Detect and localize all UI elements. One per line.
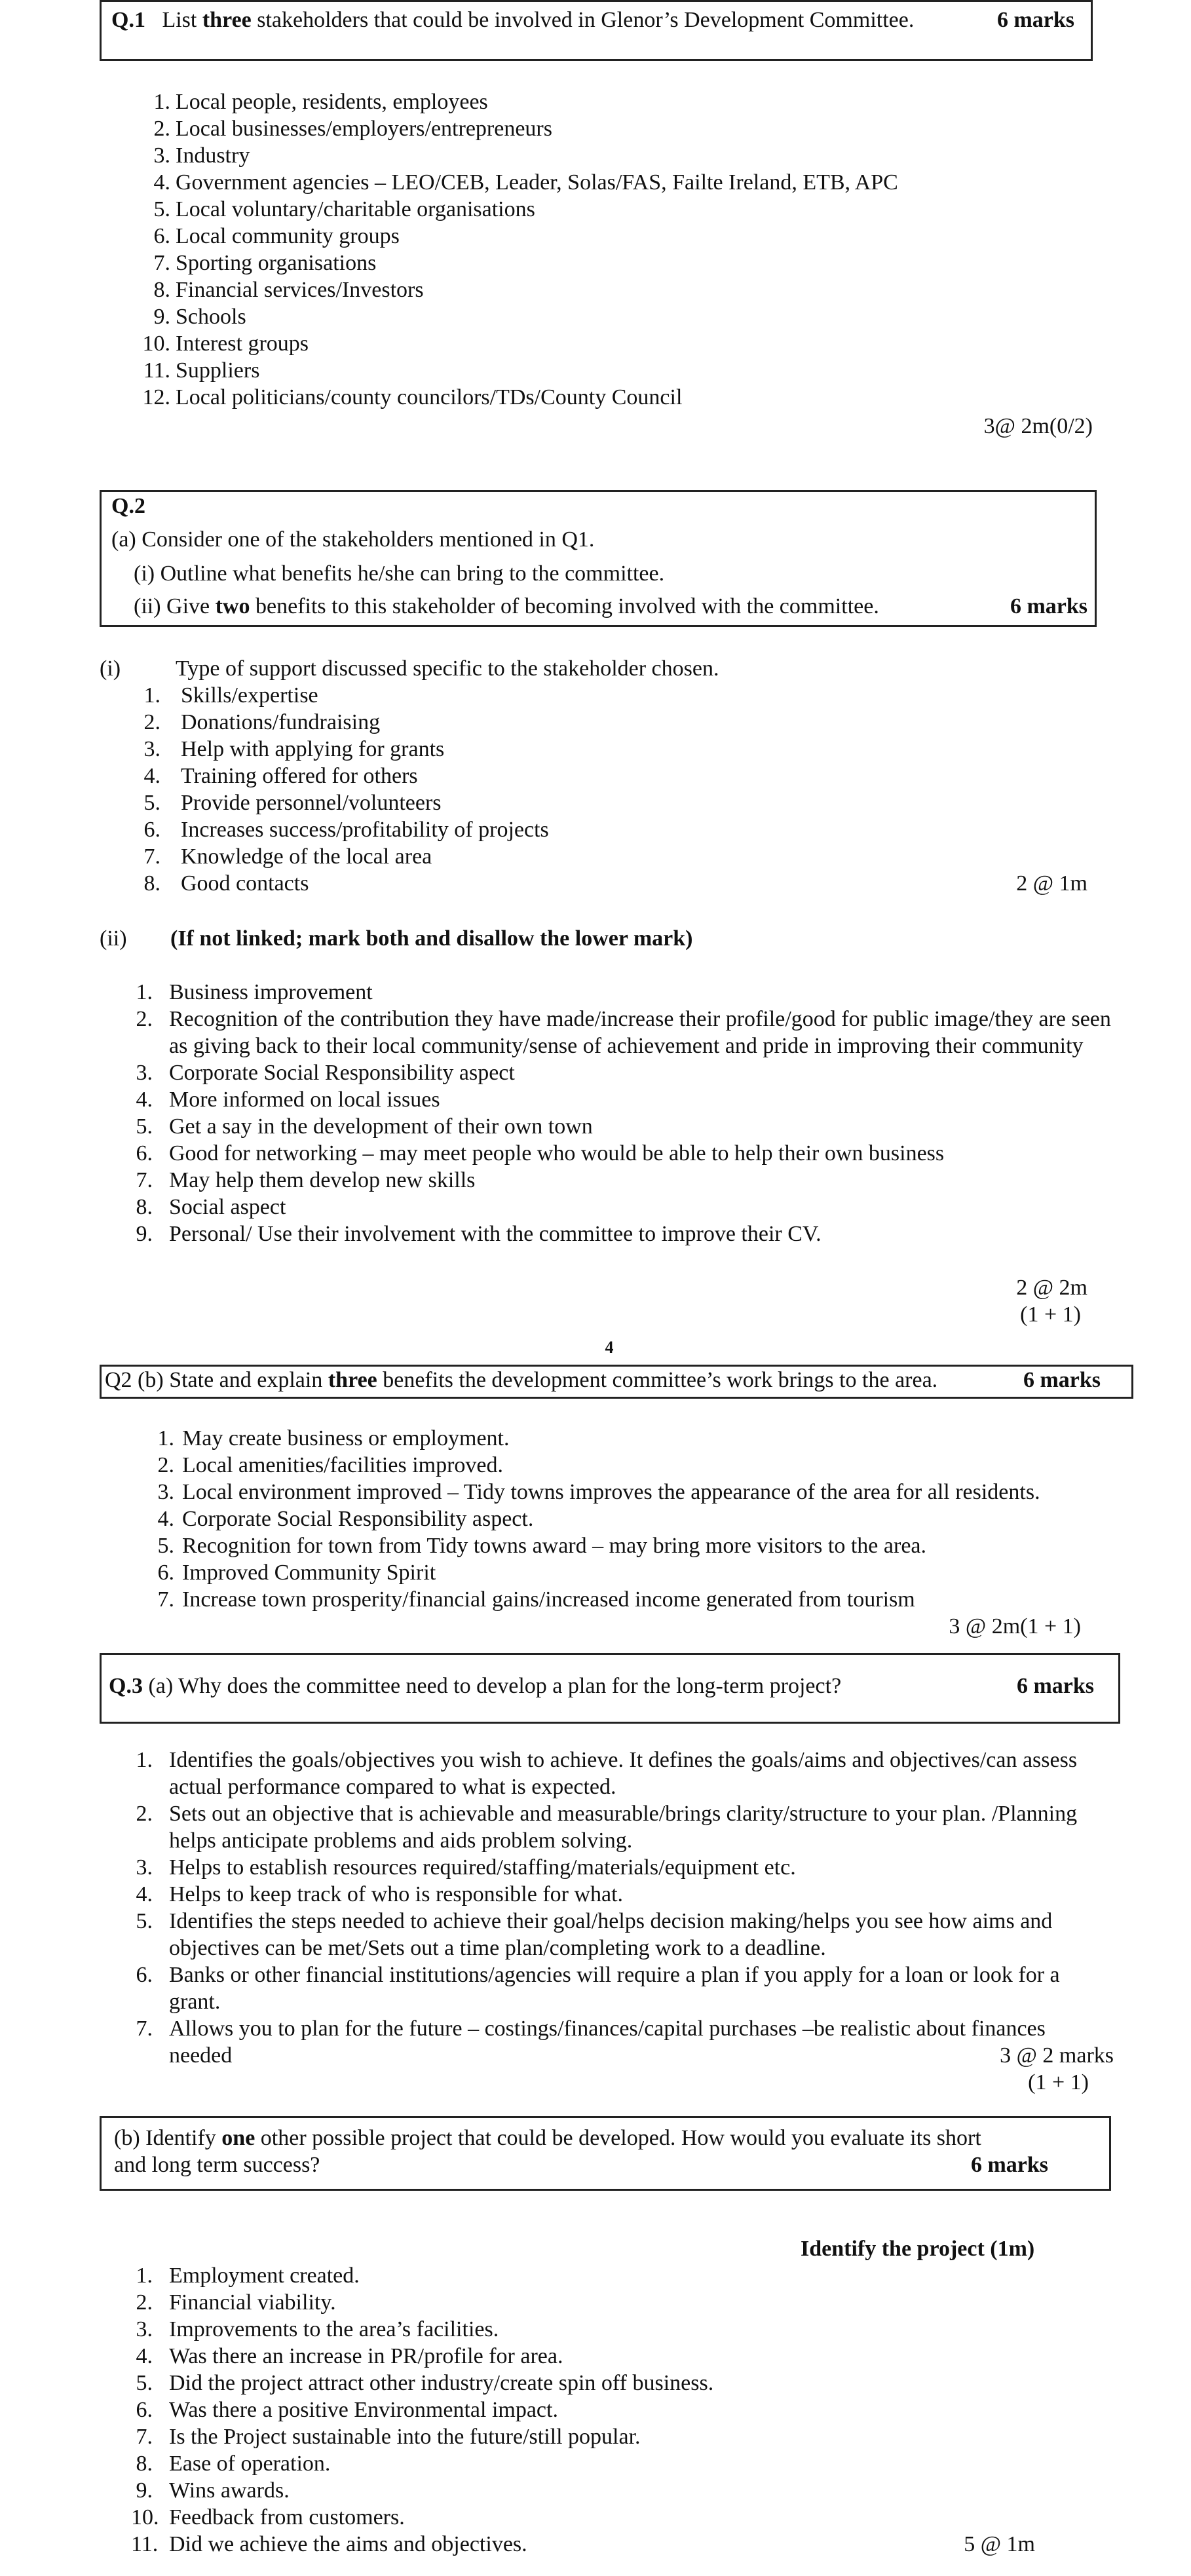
- list-item-text: Increase town prosperity/financial gains/increased income generated from tourism: [182, 1587, 915, 1612]
- q1-scheme: 3@ 2m(0/2): [983, 414, 1093, 438]
- list-item-text: Financial viability.: [169, 2290, 336, 2315]
- list-item-text: Is the Project sustainable into the future/still popular.: [169, 2425, 641, 2449]
- list-item-number: 2.: [136, 1802, 153, 1826]
- list-item-text: Sporting organisations: [176, 251, 377, 275]
- list-item-text: Good contacts: [181, 871, 309, 896]
- list-item: [138, 169, 1120, 196]
- list-item-text: Skills/expertise: [181, 683, 318, 708]
- list-item: [149, 1479, 1132, 1506]
- list-item: [138, 223, 1120, 250]
- list-item-number: 2.: [143, 710, 161, 734]
- list-item: [149, 1452, 1132, 1479]
- list-item: [131, 2423, 1114, 2450]
- list-item-number: 2.: [157, 1453, 174, 1477]
- list-item: [131, 2504, 1114, 2531]
- list-item-text: Local people, residents, employees: [176, 90, 488, 114]
- list-item-text: Recognition for town from Tidy towns award – may bring more visitors to the area.: [182, 1534, 926, 1558]
- q2b-scheme: 3 @ 2m(1 + 1): [949, 1614, 1081, 1638]
- list-item-text: Government agencies – LEO/CEB, Leader, Solas/FAS, Failte Ireland, ETB, APC: [176, 170, 898, 195]
- list-item: [138, 142, 1120, 169]
- list-item-text: More informed on local issues: [169, 1088, 440, 1112]
- list-item-text: Knowledge of the local area: [181, 844, 432, 869]
- list-item-number: 6.: [136, 2398, 153, 2422]
- list-item-number: 12.: [142, 385, 170, 409]
- list-item-number: 8.: [136, 2452, 153, 2476]
- list-item-number: 1.: [157, 1426, 174, 1450]
- q3b-question-line2: and long term success?: [114, 2153, 320, 2177]
- list-item-text: Local politicians/county councilors/TDs/County Council: [176, 385, 683, 409]
- list-item-number: 7.: [136, 2425, 153, 2449]
- list-item: [131, 2289, 1114, 2316]
- list-item-text: Increases success/profitability of projects: [181, 818, 549, 842]
- list-item: [138, 736, 989, 763]
- list-item-text: Helps to establish resources required/staffing/materials/equipment etc.: [169, 1855, 796, 1880]
- list-item: [138, 303, 1120, 330]
- list-item: [138, 816, 989, 843]
- list-item: [131, 1961, 1114, 2015]
- list-item-text: Industry: [176, 143, 250, 168]
- q3a-marks: 6 marks: [1016, 1674, 1094, 1698]
- list-item-number: 1.: [153, 90, 170, 114]
- list-item-number: 4.: [136, 2344, 153, 2368]
- list-item: [131, 1140, 1114, 1167]
- list-item-number: 2.: [136, 1007, 153, 1031]
- list-item: [131, 2450, 1114, 2477]
- q3a-scheme-split: (1 + 1): [1028, 2070, 1089, 2094]
- list-item-number: 6.: [153, 224, 170, 248]
- q3b-scheme: 5 @ 1m: [964, 2532, 1035, 2556]
- q3a-question: Q.3 (a) Why does the committee need to develop a plan for the long-term project?: [109, 1674, 842, 1698]
- list-item-text: Allows you to plan for the future – costings/finances/capital purchases –be realistic about finances needed: [169, 2017, 1046, 2068]
- list-item-number: 5.: [153, 197, 170, 221]
- list-item-text: Identifies the goals/objectives you wish to achieve. It defines the goals/aims and objectives/can assess actual performance compared to what is expected.: [169, 1748, 1078, 1799]
- list-item: [138, 276, 1120, 303]
- list-item: [131, 1086, 1114, 1113]
- list-item: [138, 196, 1120, 223]
- list-item-number: 5.: [157, 1534, 174, 1558]
- q3b-marks: 6 marks: [970, 2153, 1048, 2177]
- list-item-text: May create business or employment.: [182, 1426, 510, 1450]
- list-item-number: 8.: [153, 278, 170, 302]
- list-item-text: Feedback from customers.: [169, 2505, 405, 2529]
- list-item-text: Local environment improved – Tidy towns improves the appearance of the area for all residents.: [182, 1480, 1040, 1504]
- list-item-text: Social aspect: [169, 1195, 286, 1219]
- list-item-number: 2.: [136, 2290, 153, 2315]
- list-item-number: 7.: [136, 1168, 153, 1192]
- list-item: [131, 1800, 1114, 1854]
- list-item-number: 3.: [136, 2317, 153, 2341]
- q3b-answer-list: [131, 2262, 1114, 2558]
- list-item-text: Personal/ Use their involvement with the committee to improve their CV.: [169, 1222, 822, 1246]
- list-item-text: Get a say in the development of their own town: [169, 1114, 593, 1139]
- list-item: [131, 979, 1114, 1006]
- list-item-text: Improvements to the area’s facilities.: [169, 2317, 499, 2341]
- q2-part-a-i: (i) Outline what benefits he/she can bring to the committee.: [134, 561, 665, 586]
- list-item-number: 3.: [136, 1855, 153, 1880]
- list-item: [131, 2343, 1114, 2370]
- q2-part-i-label: (i): [100, 656, 121, 681]
- list-item: [131, 1006, 1114, 1059]
- list-item-number: 3.: [136, 1061, 153, 1085]
- list-item-text: Wins awards.: [169, 2478, 290, 2503]
- list-item-number: 9.: [136, 2478, 153, 2503]
- list-item-text: Local community groups: [176, 224, 400, 248]
- list-item-text: Corporate Social Responsibility aspect: [169, 1061, 515, 1085]
- list-item: [138, 88, 1120, 115]
- q2-part-ii-scheme-split: (1 + 1): [1020, 1302, 1081, 1327]
- list-item-number: 1.: [136, 980, 153, 1004]
- list-item-number: 1.: [136, 1748, 153, 1772]
- list-item-number: 7.: [143, 844, 161, 869]
- q2b-answer-list: [149, 1425, 1132, 1613]
- list-item: [131, 2262, 1114, 2289]
- list-item: [149, 1586, 1132, 1613]
- list-item: [138, 682, 989, 709]
- list-item-text: Sets out an objective that is achievable and measurable/brings clarity/structure to your plan. /Planning helps anticipate problems and aids problem solving.: [169, 1802, 1078, 1853]
- q1-marks: 6 marks: [996, 8, 1074, 32]
- list-item: [138, 843, 989, 870]
- list-item-number: 6.: [157, 1561, 174, 1585]
- q2-part-a: (a) Consider one of the stakeholders mentioned in Q1.: [111, 527, 595, 552]
- list-item-number: 4.: [136, 1882, 153, 1906]
- list-item-number: 6.: [136, 1963, 153, 1987]
- list-item: [131, 2370, 1114, 2396]
- list-item-number: 5.: [143, 791, 161, 815]
- q3-number: Q.3: [109, 1674, 143, 1698]
- list-item-number: 6.: [136, 1141, 153, 1165]
- list-item-text: May help them develop new skills: [169, 1168, 476, 1192]
- list-item-text: Ease of operation.: [169, 2452, 331, 2476]
- list-item: [138, 330, 1120, 357]
- q3b-identify-note: Identify the project (1m): [801, 2237, 1035, 2261]
- list-item: [149, 1532, 1132, 1559]
- list-item-number: 3.: [153, 143, 170, 168]
- list-item-text: Training offered for others: [181, 764, 418, 788]
- q1-number: Q.1: [111, 8, 145, 32]
- list-item: [149, 1425, 1132, 1452]
- list-item-number: 4.: [157, 1507, 174, 1531]
- q2-part-ii-list: [131, 979, 1114, 1247]
- list-item-number: 8.: [143, 871, 161, 896]
- list-item-number: 8.: [136, 1195, 153, 1219]
- list-item: [138, 789, 989, 816]
- list-item-text: Helps to keep track of who is responsible for what.: [169, 1882, 624, 1906]
- list-item-text: Corporate Social Responsibility aspect.: [182, 1507, 534, 1531]
- list-item-number: 4.: [136, 1088, 153, 1112]
- list-item: [131, 1747, 1114, 1800]
- list-item-text: Local businesses/employers/entrepreneurs: [176, 117, 552, 141]
- list-item-number: 9.: [136, 1222, 153, 1246]
- list-item-number: 10.: [142, 331, 170, 356]
- list-item-number: 7.: [157, 1587, 174, 1612]
- list-item: [131, 1908, 1114, 1961]
- list-item-text: Provide personnel/volunteers: [181, 791, 442, 815]
- list-item-number: 11.: [143, 358, 170, 383]
- list-item: [131, 1854, 1114, 1881]
- page-number: 4: [605, 1338, 614, 1357]
- list-item: [138, 115, 1120, 142]
- q2-part-ii-scheme: 2 @ 2m: [1016, 1276, 1087, 1300]
- list-item-number: 11.: [131, 2532, 159, 2556]
- list-item-text: Interest groups: [176, 331, 309, 356]
- list-item: [131, 2477, 1114, 2504]
- list-item-number: 7.: [153, 251, 170, 275]
- q2-marks: 6 marks: [1010, 594, 1087, 618]
- q2-part-ii-text: (If not linked; mark both and disallow the lower mark): [170, 926, 693, 951]
- list-item-number: 3.: [143, 737, 161, 761]
- list-item-number: 2.: [153, 117, 170, 141]
- list-item: [138, 763, 989, 789]
- list-item: [149, 1506, 1132, 1532]
- list-item: [138, 709, 989, 736]
- q2-part-i-list: [138, 682, 989, 897]
- list-item-text: Financial services/Investors: [176, 278, 424, 302]
- q1-question: Q.1 List three stakeholders that could be involved in Glenor’s Development Committee.: [111, 8, 915, 32]
- list-item-number: 5.: [136, 2371, 153, 2395]
- list-item: [131, 1881, 1114, 1908]
- list-item: [131, 1167, 1114, 1194]
- q2b-question: Q2 (b) State and explain three benefits the development committee’s work brings to the area.: [105, 1368, 938, 1392]
- list-item-number: 7.: [136, 2017, 153, 2041]
- list-item-number: 1.: [136, 2263, 153, 2288]
- list-item-number: 3.: [157, 1480, 174, 1504]
- list-item-number: 6.: [143, 818, 161, 842]
- list-item-text: Local voluntary/charitable organisations: [176, 197, 535, 221]
- list-item-text: Suppliers: [176, 358, 260, 383]
- q3b-question-line1: (b) Identify one other possible project that could be developed. How would you evaluate its short: [114, 2126, 981, 2150]
- list-item-number: 10.: [131, 2505, 159, 2529]
- list-item-number: 5.: [136, 1114, 153, 1139]
- q1-answer-list: [138, 88, 1120, 411]
- list-item-number: 4.: [143, 764, 161, 788]
- q2b-marks: 6 marks: [1023, 1368, 1101, 1392]
- list-item-text: Employment created.: [169, 2263, 360, 2288]
- list-item-number: 9.: [153, 305, 170, 329]
- list-item-text: Did we achieve the aims and objectives.: [169, 2532, 527, 2556]
- list-item: [131, 2316, 1114, 2343]
- list-item-text: Help with applying for grants: [181, 737, 445, 761]
- list-item: [131, 1221, 1114, 1247]
- q3a-answer-list: [131, 1747, 1114, 2069]
- list-item-text: Was there a positive Environmental impact.: [169, 2398, 558, 2422]
- list-item-number: 5.: [136, 1909, 153, 1933]
- q2-part-i-text: Type of support discussed specific to the stakeholder chosen.: [176, 656, 719, 681]
- list-item-text: Identifies the steps needed to achieve their goal/helps decision making/helps you see how aims and objectives can be met/Sets out a time plan/completing work to a deadline.: [169, 1909, 1053, 1960]
- list-item-number: 1.: [143, 683, 161, 708]
- list-item-text: Good for networking – may meet people who would be able to help their own business: [169, 1141, 945, 1165]
- list-item-text: Recognition of the contribution they have made/increase their profile/good for public image/they are seen as giving back to their local community/sense of achievement and pride in improving their community: [169, 1007, 1111, 1058]
- list-item: [131, 1059, 1114, 1086]
- list-item-text: Banks or other financial institutions/agencies will require a plan if you apply for a loan or look for a grant.: [169, 1963, 1060, 2014]
- list-item-text: Did the project attract other industry/create spin off business.: [169, 2371, 714, 2395]
- list-item: [149, 1559, 1132, 1586]
- q2-number: Q.2: [111, 494, 145, 518]
- list-item: [138, 357, 1120, 384]
- list-item: [138, 250, 1120, 276]
- q2-part-i-scheme: 2 @ 1m: [1016, 871, 1087, 896]
- list-item-text: Was there an increase in PR/profile for area.: [169, 2344, 563, 2368]
- list-item: [131, 2396, 1114, 2423]
- list-item: [138, 384, 1120, 411]
- list-item: [138, 870, 989, 897]
- list-item-number: 4.: [153, 170, 170, 195]
- list-item: [131, 1194, 1114, 1221]
- list-item-text: Donations/fundraising: [181, 710, 381, 734]
- q2-part-a-ii: (ii) Give two benefits to this stakeholder of becoming involved with the committee.: [134, 594, 879, 618]
- q3a-scheme: 3 @ 2 marks: [1000, 2043, 1114, 2068]
- list-item-text: Local amenities/facilities improved.: [182, 1453, 503, 1477]
- list-item-text: Improved Community Spirit: [182, 1561, 436, 1585]
- q2-part-ii-label: (ii): [100, 926, 127, 951]
- list-item-text: Schools: [176, 305, 246, 329]
- list-item-text: Business improvement: [169, 980, 373, 1004]
- list-item: [131, 1113, 1114, 1140]
